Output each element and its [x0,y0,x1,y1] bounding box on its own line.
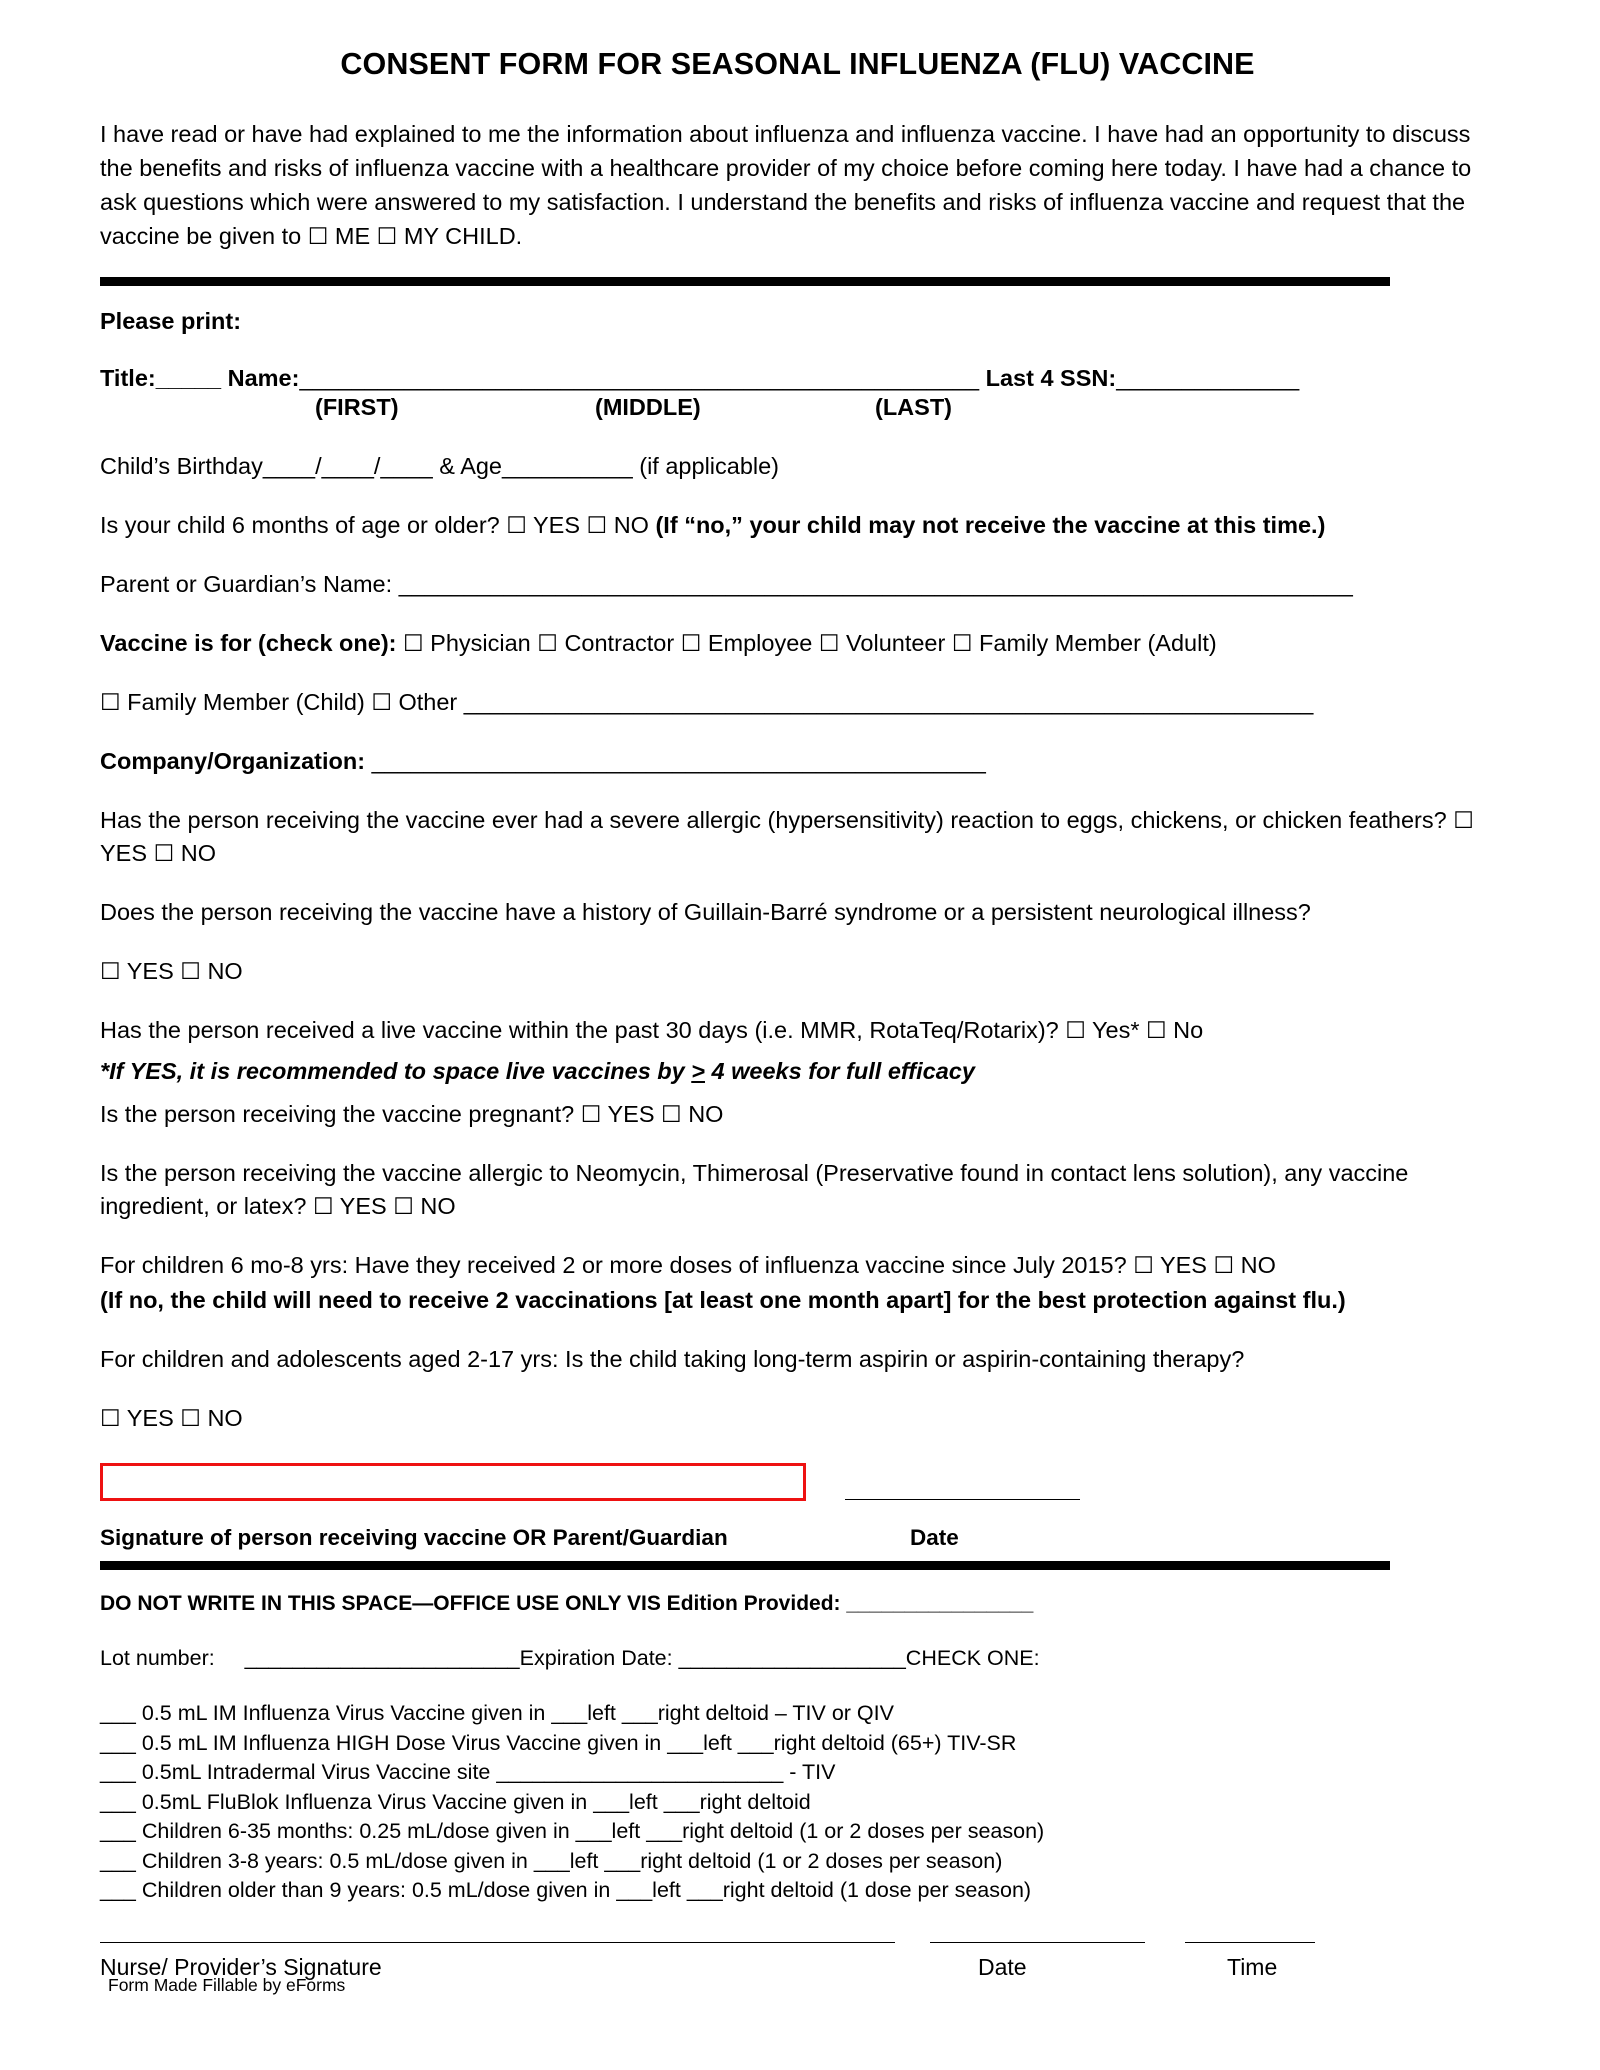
name-blank[interactable]: ____________________________________________________ [299,365,980,391]
lot-blank[interactable]: _______________________ [244,1646,520,1670]
checkbox-physician-icon[interactable]: ☐ [403,630,424,656]
aspirin-answers [100,1402,1495,1435]
option-other: Other [398,689,458,715]
caption-last: (LAST) [875,394,953,420]
checkbox-no-icon[interactable]: ☐ [1146,1017,1167,1043]
option-family-child: Family Member (Child) [127,689,365,715]
nurse-date-caption: Date [978,1953,1027,1980]
dose-option-item[interactable]: ___ 0.5mL Intradermal Virus Vaccine site ________________________ - TIV [100,1760,836,1784]
name-captions [100,394,1495,424]
caption-middle: (MIDDLE) [595,394,701,420]
birthday-label: Child’s Birthday [100,453,263,479]
question-text: Does the person receiving the vaccine have a history of Guillain-Barré syndrome or a persistent neurological illness? [100,899,1311,925]
checkbox-yes-icon[interactable]: ☐ [1453,807,1474,833]
option-yes: YES [339,1193,387,1219]
dose-option-item[interactable]: ___ Children 3-8 years: 0.5 mL/dose given in ___left ___right deltoid (1 or 2 doses per season) [100,1848,1003,1873]
option-no: NO [1240,1252,1276,1278]
question-age-six-months [100,509,1495,542]
checkbox-no-icon[interactable]: ☐ [586,512,608,538]
question-pregnant [100,1098,1495,1131]
ssn-blank[interactable]: ______________ [1116,365,1300,391]
age-six-months-note: (If “no,” your child may not receive the vaccine at this time.) [655,512,1326,538]
guardian-name-row [100,568,1495,601]
caption-first: (FIRST) [315,394,399,420]
option-yes: YES [1159,1252,1207,1278]
lot-label: Lot number: [100,1646,215,1670]
checkbox-volunteer-icon[interactable]: ☐ [818,630,840,656]
live-vaccine-note [100,1055,1495,1088]
option-yes: YES [607,1101,655,1127]
vaccine-for-label: Vaccine is for (check one): [100,630,397,656]
checkbox-no-icon[interactable]: ☐ [153,840,175,866]
checkbox-yes-icon[interactable]: ☐ [580,1101,602,1127]
question-neomycin [100,1157,1495,1223]
office-heading-text: DO NOT WRITE IN THIS SPACE—OFFICE USE ONLY [100,1592,622,1615]
note-symbol: > [691,1058,705,1084]
question-live-vaccine [100,1014,1495,1047]
checkbox-yes-icon[interactable]: ☐ [100,1405,121,1431]
intro-option-child: MY CHILD. [403,223,523,249]
question-text: For children 6 mo-8 yrs: Have they received 2 or more doses of influenza vaccine since July 2015? [100,1252,1127,1278]
checkbox-no-icon[interactable]: ☐ [661,1101,682,1127]
option-yes: Yes* [1091,1017,1140,1043]
note-post: 4 weeks for full efficacy [704,1058,975,1084]
birthday-row [100,450,1495,483]
option-no: NO [207,958,243,984]
question-text: Has the person received a live vaccine within the past 30 days (i.e. MMR, RotaTeq/Rotarix)? [100,1017,1059,1043]
dose-option-item[interactable]: ___ 0.5 mL IM Influenza Virus Vaccine given in ___left ___right deltoid – TIV or QIV [100,1701,894,1725]
checkbox-family-child-icon[interactable]: ☐ [100,689,121,715]
checkbox-no-icon[interactable]: ☐ [180,958,201,984]
question-egg-allergy [100,804,1495,870]
question-text: Is the person receiving the vaccine allergic to Neomycin, Thimerosal (Preservative found in contact lens solution), any vaccine ingredient, or latex? [100,1160,1409,1219]
option-yes: YES [126,958,174,984]
check-one-label: CHECK ONE: [905,1646,1040,1670]
question-prior-doses [100,1249,1495,1282]
guardian-name-blank[interactable]: _________________________________________________________________________ [398,571,1353,597]
section-divider-top [100,277,1390,286]
option-yes: YES [126,1405,174,1431]
option-yes: YES [532,512,581,538]
footer-credit: Form Made Fillable by eForms [108,1975,346,1995]
question-text: Is the person receiving the vaccine pregnant? [100,1101,575,1127]
option-no: NO [688,1101,724,1127]
company-label: Company/Organization: [100,748,366,774]
age-note: (if applicable) [639,453,780,479]
lot-row [100,1646,1495,1671]
identity-row [100,365,1495,392]
nurse-signature-caption: Nurse/ Provider’s Signature [100,1953,382,1980]
other-blank[interactable]: _________________________________________________________________ [463,689,1314,715]
question-text: Has the person receiving the vaccine ever had a severe allergic (hypersensitivity) reaction to eggs, chickens, or chicken feathers? [100,807,1447,833]
vis-blank[interactable]: ________________ [846,1592,1034,1615]
dose-option-item[interactable]: ___ Children 6-35 months: 0.25 mL/dose given in ___left ___right deltoid (1 or 2 doses per season) [100,1819,1045,1843]
nurse-date-line[interactable] [930,1942,1145,1943]
checkbox-yes-icon[interactable]: ☐ [506,512,527,538]
title-blank[interactable]: _____ [155,365,222,391]
please-print-label: Please print: [100,308,242,334]
option-no: No [1173,1017,1204,1043]
nurse-time-caption: Time [1227,1953,1278,1980]
signature-input[interactable] [100,1463,806,1501]
checkbox-yes-icon[interactable]: ☐ [1065,1017,1086,1043]
nurse-signature-lines [100,1932,1495,1950]
nurse-time-line[interactable] [1185,1942,1315,1943]
checkbox-family-adult-icon[interactable]: ☐ [951,630,973,656]
question-guillain-barre [100,896,1495,929]
option-physician: Physician [430,630,531,656]
checkbox-contractor-icon[interactable]: ☐ [537,630,558,656]
signature-date-caption: Date [910,1525,959,1550]
age-blank[interactable]: __________ [502,453,633,479]
checkbox-yes-icon[interactable]: ☐ [1133,1252,1154,1278]
option-employee: Employee [707,630,813,656]
option-no: NO [613,512,649,538]
company-row [100,745,1495,778]
intro-text: I have read or have had explained to me the information about influenza and influenza vaccine. I have had an opportunity to discuss the benefits and risks of influenza vaccine with a healthcare provider of my choice before coming here today. I have had a chance to ask questions which were answered to my satisfaction. I understand the benefits and risks of influenza vaccine and request that the vaccine be given to [100,121,1472,249]
dose-option-item[interactable]: ___ 0.5 mL IM Influenza HIGH Dose Virus Vaccine given in ___left ___right deltoid (65+) TIV-SR [100,1730,1017,1755]
option-volunteer: Volunteer [846,630,946,656]
intro-paragraph [100,82,1495,253]
checkbox-my-child-icon[interactable]: ☐ [376,223,398,249]
checkbox-yes-icon[interactable]: ☐ [312,1193,334,1219]
dose-option-item[interactable]: ___ Children older than 9 years: 0.5 mL/dose given in ___left ___right deltoid (1 dose per season) [100,1878,1032,1902]
checkbox-no-icon[interactable]: ☐ [393,1193,414,1219]
nurse-signature-line[interactable] [100,1942,895,1943]
signature-captions [100,1525,1495,1555]
vis-label: VIS Edition Provided: [627,1592,841,1615]
option-no: NO [420,1193,456,1219]
question-text: Is your child 6 months of age or older? [100,512,500,538]
name-label: Name: [227,365,300,391]
birthday-blank[interactable]: ____/____/____ [262,453,433,479]
section-divider-office [100,1561,1390,1570]
question-aspirin [100,1343,1495,1376]
option-no: NO [180,840,216,866]
intro-option-me: ME [334,223,371,249]
vaccine-for-row2 [100,686,1495,719]
checkbox-other-icon[interactable]: ☐ [371,689,392,715]
note-pre: *If YES, it is recommended to space live vaccines by [100,1058,692,1084]
signature-caption: Signature of person receiving vaccine OR Parent/Guardian [100,1525,728,1550]
page-title: CONSENT FORM FOR SEASONAL INFLUENZA (FLU) VACCINE [340,47,1255,81]
title-label: Title: [100,365,156,391]
vaccine-for-row [100,627,1495,660]
company-blank[interactable]: _______________________________________________ [371,748,986,774]
option-yes: YES [100,840,148,866]
signature-date-line[interactable] [845,1499,1080,1500]
checkbox-employee-icon[interactable]: ☐ [680,630,702,656]
age-label: & Age [439,453,503,479]
office-use-heading [100,1592,1495,1616]
signature-area [100,1463,1495,1523]
expiration-blank[interactable]: ___________________ [678,1646,906,1670]
guillain-barre-answers [100,955,1495,988]
question-text: For children and adolescents aged 2-17 yrs: Is the child taking long-term aspirin or aspirin-containing therapy? [100,1346,1245,1372]
expiration-label: Expiration Date: [519,1646,673,1670]
prior-doses-note: (If no, the child will need to receive 2 vaccinations [at least one month apart] for the best protection against flu.) [100,1287,1346,1313]
checkbox-yes-icon[interactable]: ☐ [100,958,121,984]
dose-options-list [100,1699,1495,1906]
checkbox-me-icon[interactable]: ☐ [307,223,329,249]
checkbox-no-icon[interactable]: ☐ [1213,1252,1235,1278]
option-family-adult: Family Member (Adult) [979,630,1217,656]
dose-option-item[interactable]: ___ 0.5mL FluBlok Influenza Virus Vaccine given in ___left ___right deltoid [100,1789,811,1814]
guardian-name-label: Parent or Guardian’s Name: [100,571,393,597]
ssn-label: Last 4 SSN: [985,365,1117,391]
option-no: NO [207,1405,243,1431]
option-contractor: Contractor [564,630,675,656]
checkbox-no-icon[interactable]: ☐ [180,1405,201,1431]
